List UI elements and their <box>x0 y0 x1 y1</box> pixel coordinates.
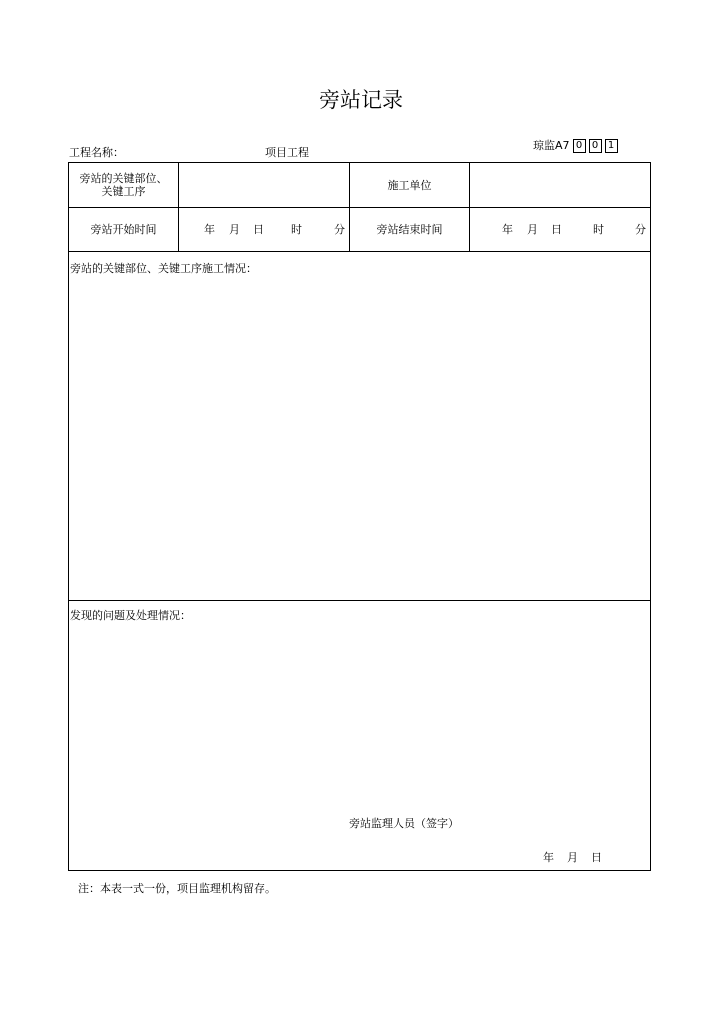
end-time-input[interactable] <box>470 208 651 251</box>
supervisor-signature-label: 旁站监理人员（签字） <box>349 817 459 830</box>
construction-unit-input[interactable] <box>470 163 651 207</box>
row-divider <box>69 251 650 252</box>
key-part-label-line1: 旁站的关键部位、 <box>79 172 168 185</box>
signature-month-unit: 月 <box>567 851 578 864</box>
form-code-digit[interactable]: 0 <box>589 139 602 153</box>
start-time-label: 旁站开始时间 <box>90 223 157 236</box>
construction-unit-label: 施工单位 <box>387 178 432 192</box>
start-time-input[interactable] <box>179 208 349 251</box>
project-name-value[interactable]: 项目工程 <box>265 146 309 159</box>
signature-day-unit: 日 <box>591 851 602 864</box>
end-month-unit: 月 <box>527 223 538 236</box>
end-year-unit: 年 <box>502 223 513 236</box>
construction-situation-input[interactable] <box>70 275 648 595</box>
key-part-label-line2: 关键工序 <box>101 185 146 198</box>
form-code-prefix: 琼监A7 <box>533 139 570 152</box>
end-time-label: 旁站结束时间 <box>376 223 443 236</box>
start-year-unit: 年 <box>204 223 215 236</box>
row-divider <box>69 600 650 601</box>
project-name-label: 工程名称： <box>69 146 124 159</box>
start-day-unit: 日 <box>253 223 264 236</box>
key-part-label <box>69 163 178 207</box>
signature-year-unit: 年 <box>543 851 554 864</box>
key-part-input[interactable] <box>179 163 349 207</box>
start-minute-unit: 分 <box>334 223 345 236</box>
problem-handling-input[interactable] <box>70 623 648 803</box>
form-code-digit[interactable]: 1 <box>605 139 618 153</box>
end-minute-unit: 分 <box>635 223 646 236</box>
end-day-unit: 日 <box>551 223 562 236</box>
problem-handling-label: 发现的问题及处理情况： <box>70 609 191 622</box>
start-hour-unit: 时 <box>291 223 302 236</box>
form-code <box>533 137 618 153</box>
page-title: 旁站记录 <box>319 88 403 112</box>
form-code-digit[interactable]: 0 <box>573 139 586 153</box>
construction-situation-label: 旁站的关键部位、关键工序施工情况： <box>70 262 257 275</box>
end-hour-unit: 时 <box>593 223 604 236</box>
start-month-unit: 月 <box>229 223 240 236</box>
footnote: 注：本表一式一份，项目监理机构留存。 <box>78 882 276 895</box>
record-table <box>68 162 651 871</box>
